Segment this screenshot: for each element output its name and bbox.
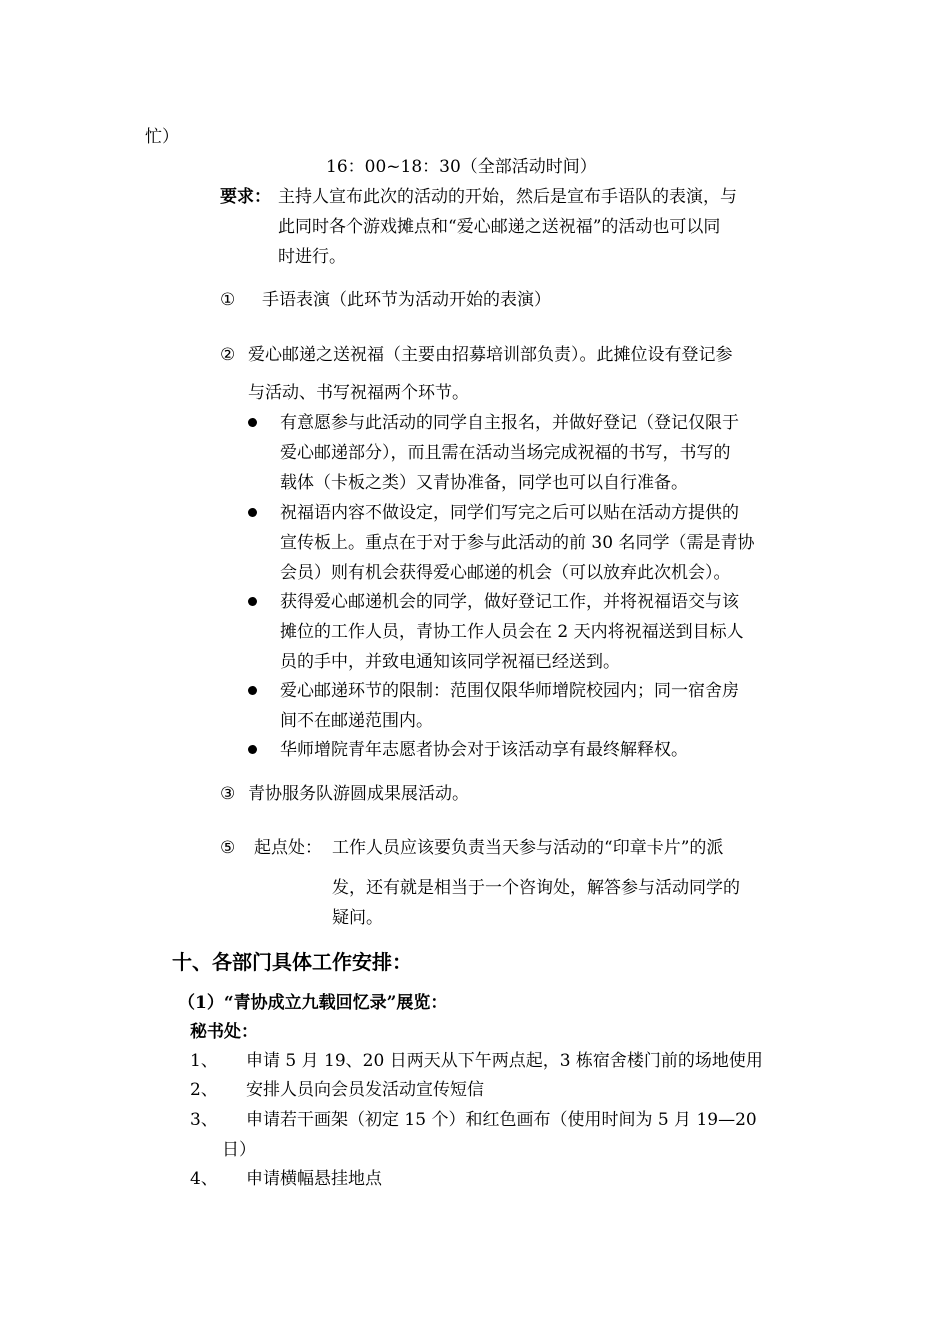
bullet-icon bbox=[248, 597, 257, 606]
bullet-icon bbox=[248, 418, 257, 427]
item-2-text-2: 与活动、书写祝福两个环节。 bbox=[248, 383, 469, 403]
bullet-3-line-2: 摊位的工作人员，青协工作人员会在 2 天内将祝福送到目标人 bbox=[280, 622, 744, 642]
activity-time: 16：00~18：30（全部活动时间） bbox=[326, 157, 597, 177]
task-2-number: 2、 bbox=[190, 1080, 218, 1100]
bullet-icon bbox=[248, 508, 257, 517]
task-3-continuation: 日） bbox=[222, 1140, 256, 1160]
item-5-text-2: 发，还有就是相当于一个咨询处，解答参与活动同学的 bbox=[332, 878, 740, 898]
secretariat-heading: 秘书处： bbox=[190, 1022, 258, 1042]
bullet-icon bbox=[248, 745, 257, 754]
task-2-text: 安排人员向会员发活动宣传短信 bbox=[246, 1080, 484, 1100]
requirement-text-1: 主持人宣布此次的活动的开始，然后是宣布手语队的表演，与 bbox=[278, 187, 737, 207]
requirement-label: 要求： bbox=[220, 187, 271, 207]
bullet-5-line-1: 华师增院青年志愿者协会对于该活动享有最终解释权。 bbox=[280, 740, 688, 760]
item-2-text-1: 爱心邮递之送祝福（主要由招募培训部负责）。此摊位设有登记参 bbox=[248, 345, 733, 365]
item-1-number: ① bbox=[220, 290, 236, 310]
task-4-text: 申请横幅悬挂地点 bbox=[246, 1169, 382, 1189]
task-3-text: 申请若干画架（初定 15 个）和红色画布（使用时间为 5 月 19—20 bbox=[246, 1110, 757, 1130]
bullet-1-line-1: 有意愿参与此活动的同学自主报名，并做好登记（登记仅限于 bbox=[280, 413, 739, 433]
line-continuation: 忙） bbox=[145, 127, 179, 147]
item-5-text-1: 工作人员应该要负责当天参与活动的“印章卡片”的派 bbox=[332, 838, 724, 858]
subsection-heading: （1）“青协成立九载回忆录”展览： bbox=[178, 993, 448, 1013]
bullet-2-line-3: 会员）则有机会获得爱心邮递的机会（可以放弃此次机会）。 bbox=[280, 563, 731, 583]
task-1-number: 1、 bbox=[190, 1051, 218, 1071]
bullet-2-line-1: 祝福语内容不做设定，同学们写完之后可以贴在活动方提供的 bbox=[280, 503, 739, 523]
section-heading: 十、各部门具体工作安排： bbox=[172, 950, 412, 974]
bullet-4-line-1: 爱心邮递环节的限制：范围仅限华师增院校园内；同一宿舍房 bbox=[280, 681, 739, 701]
bullet-3-line-1: 获得爱心邮递机会的同学，做好登记工作，并将祝福语交与该 bbox=[280, 592, 739, 612]
task-1-text: 申请 5 月 19、20 日两天从下午两点起，3 栋宿舍楼门前的场地使用 bbox=[246, 1051, 763, 1071]
requirement-text-3: 时进行。 bbox=[278, 247, 346, 267]
bullet-3-line-3: 员的手中，并致电通知该同学祝福已经送到。 bbox=[280, 652, 620, 672]
item-2-number: ② bbox=[220, 345, 236, 365]
item-5-number: ⑤ bbox=[220, 838, 236, 858]
bullet-4-line-2: 间不在邮递范围内。 bbox=[280, 711, 433, 731]
bullet-1-line-2: 爱心邮递部分），而且需在活动当场完成祝福的书写，书写的 bbox=[280, 443, 731, 463]
item-3-text: 青协服务队游圆成果展活动。 bbox=[248, 784, 469, 804]
item-3-number: ③ bbox=[220, 784, 236, 804]
bullet-icon bbox=[248, 686, 257, 695]
bullet-2-line-2: 宣传板上。重点在于对于参与此活动的前 30 名同学（需是青协 bbox=[280, 533, 755, 553]
item-1-text: 手语表演（此环节为活动开始的表演） bbox=[262, 290, 551, 310]
requirement-text-2: 此同时各个游戏摊点和“爱心邮递之送祝福”的活动也可以同 bbox=[278, 217, 721, 237]
item-5-text-3: 疑问。 bbox=[332, 908, 383, 928]
task-3-number: 3、 bbox=[190, 1110, 218, 1130]
item-5-label: 起点处： bbox=[254, 838, 322, 858]
bullet-1-line-3: 载体（卡板之类）又青协准备，同学也可以自行准备。 bbox=[280, 473, 688, 493]
task-4-number: 4、 bbox=[190, 1169, 218, 1189]
